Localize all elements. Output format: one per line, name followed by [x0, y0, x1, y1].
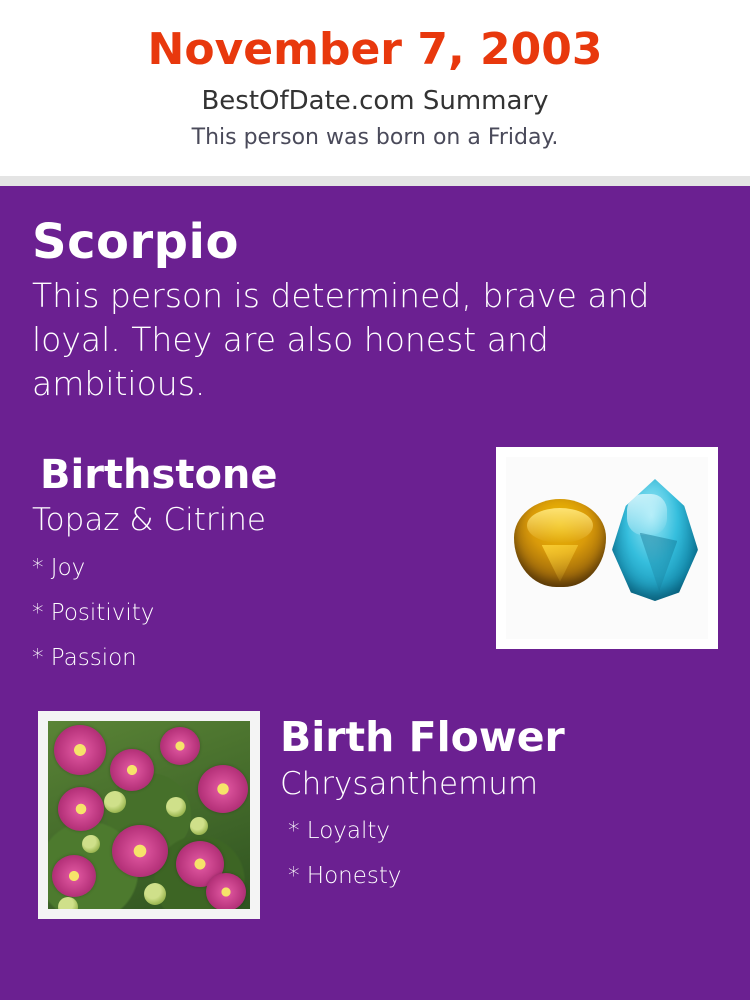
- birthstone-image-inner: [506, 457, 708, 639]
- flower-bud-icon: [82, 835, 100, 853]
- zodiac-section: [32, 214, 718, 406]
- chrysanthemum-bloom-icon: [110, 749, 154, 791]
- chrysanthemum-bloom-icon: [58, 787, 104, 831]
- birthstone-heading: Birthstone: [40, 452, 278, 498]
- birthstone-section: [32, 450, 718, 681]
- birth-flower-heading: Birth Flower: [280, 713, 565, 761]
- chrysanthemum-bloom-icon: [112, 825, 168, 877]
- birth-flower-trait: * Honesty: [288, 863, 402, 889]
- page-title: November 7, 2003: [147, 24, 603, 75]
- birth-day-note: This person was born on a Friday.: [191, 125, 559, 150]
- chrysanthemum-bloom-icon: [160, 727, 200, 765]
- chrysanthemum-bloom-icon: [206, 873, 246, 909]
- card-header: [0, 0, 750, 176]
- birthstone-trait: * Passion: [32, 645, 137, 671]
- flower-bud-icon: [166, 797, 186, 817]
- chrysanthemum-bloom-icon: [54, 725, 106, 775]
- birth-flower-image: [38, 711, 260, 919]
- birth-flower-image-inner: [48, 721, 250, 909]
- birthstone-trait: * Joy: [32, 555, 86, 581]
- birthstone-text: [32, 450, 452, 681]
- flower-bud-icon: [190, 817, 208, 835]
- citrine-gem-icon: [514, 499, 606, 587]
- header-divider: [0, 176, 750, 186]
- zodiac-sign-name: Scorpio: [32, 214, 239, 270]
- birth-flower-section: [32, 711, 718, 931]
- birthstone-name: Topaz & Citrine: [32, 502, 266, 538]
- birthstone-image: [496, 447, 718, 649]
- flower-bud-icon: [104, 791, 126, 813]
- site-name: BestOfDate.com Summary: [201, 86, 549, 116]
- zodiac-description: This person is determined, brave and loyal. They are also honest and ambitious.: [32, 276, 650, 403]
- birth-flower-trait: * Loyalty: [288, 818, 391, 844]
- chrysanthemum-bloom-icon: [198, 765, 248, 813]
- birth-flower-text: [280, 711, 718, 899]
- flower-bud-icon: [144, 883, 166, 905]
- birth-flower-name: Chrysanthemum: [280, 766, 539, 802]
- topaz-gem-icon: [612, 479, 698, 601]
- details-panel: [0, 186, 750, 1000]
- birthstone-trait: * Positivity: [32, 600, 155, 626]
- chrysanthemum-bloom-icon: [52, 855, 96, 897]
